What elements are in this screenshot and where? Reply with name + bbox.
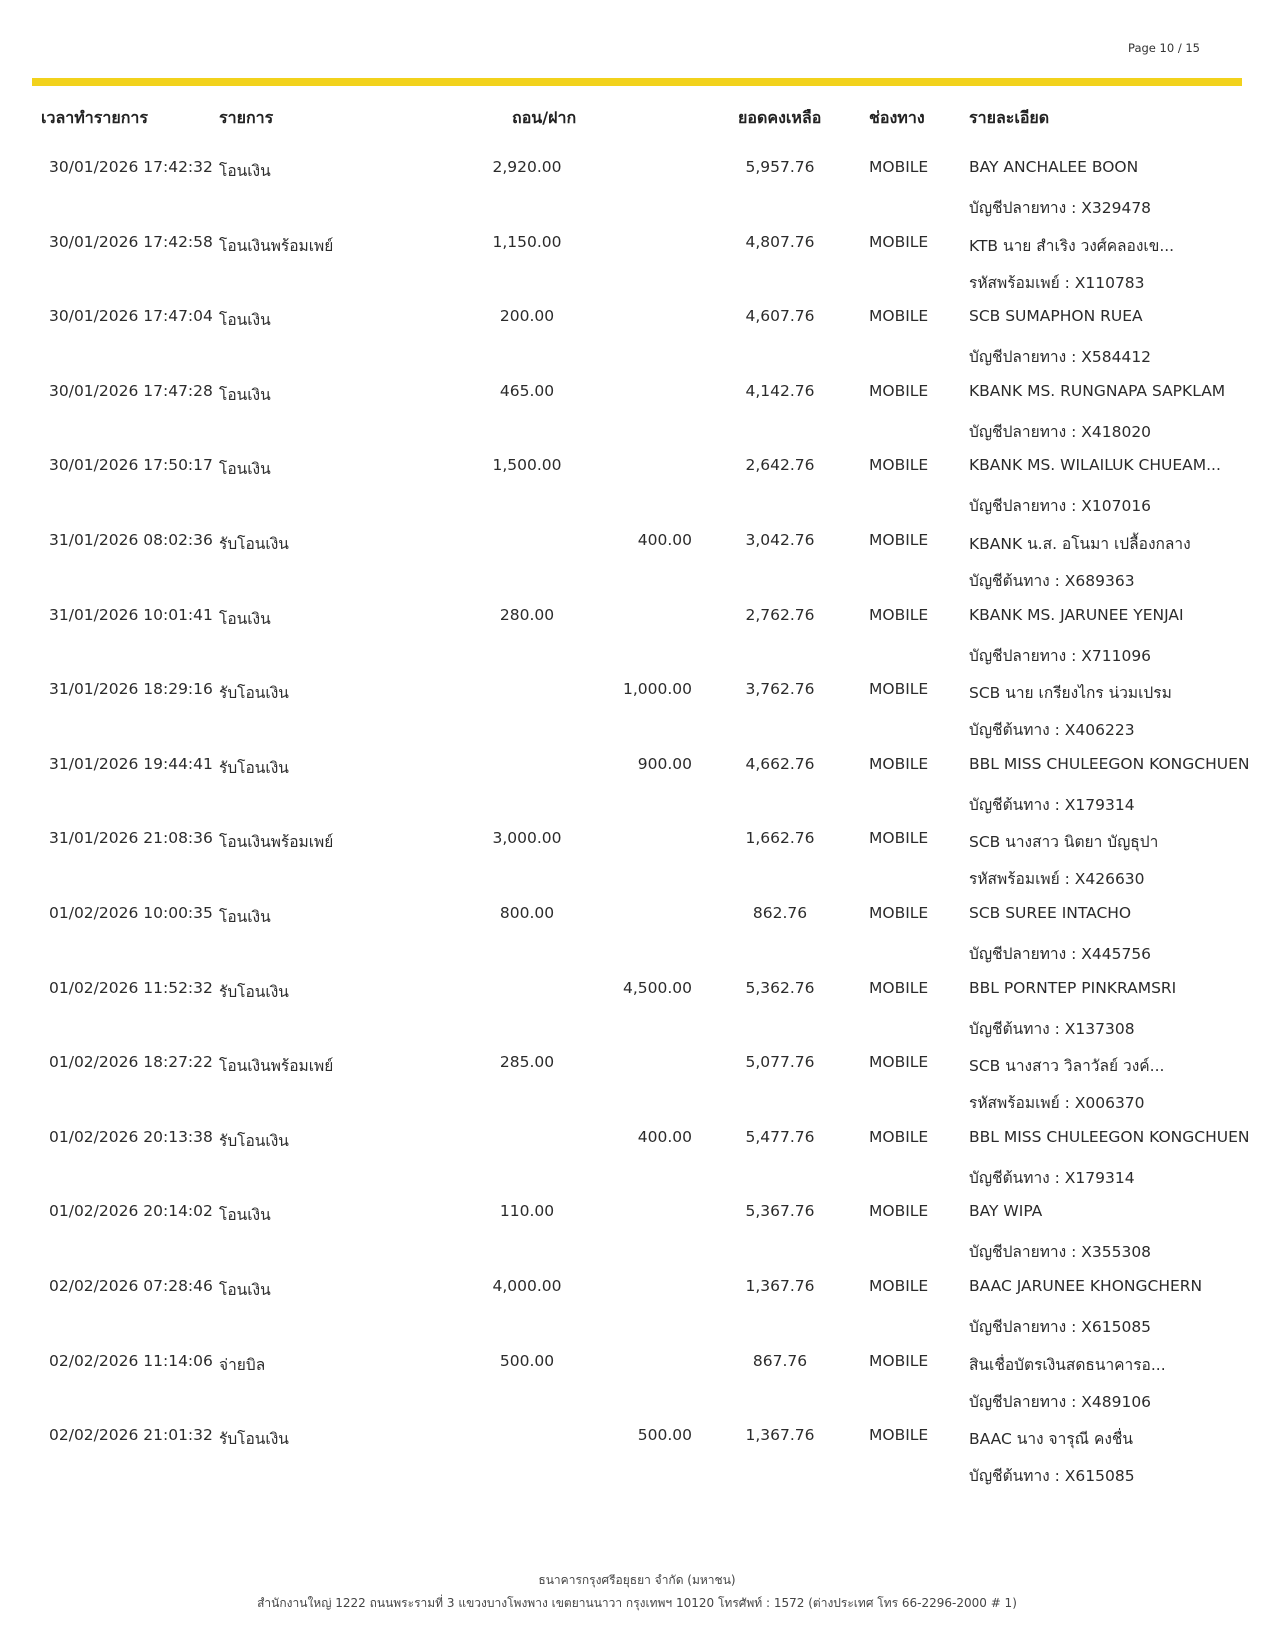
cell-channel: MOBILE [869,978,929,997]
cell-time: 02/02/2026 21:01:32 [49,1426,213,1445]
cell-time: 30/01/2026 17:47:04 [49,307,213,326]
cell-account-ref: บัญชีต้นทาง : X689363 [969,571,1135,590]
transaction-sub-line [0,195,1274,217]
transaction-sub-line [0,792,1274,814]
cell-account-ref: บัญชีต้นทาง : X179314 [969,795,1135,814]
transaction-sub-line [0,1239,1274,1261]
transaction-sub-line [0,419,1274,441]
cell-account-ref: บัญชีปลายทาง : X445756 [969,944,1152,963]
transaction-main-line [0,382,1274,404]
transaction-sub-line [0,493,1274,515]
cell-channel: MOBILE [869,680,929,699]
cell-item: รับโอนเงิน [219,1430,289,1449]
cell-detail: SCB นาย เกรียงไกร น่วมเปรม [969,684,1172,703]
cell-item: โอนเงินพร้อมเพย์ [219,833,334,852]
cell-item: โอนเงิน [219,907,271,926]
transaction-main-line [0,1128,1274,1150]
cell-channel: MOBILE [869,903,929,922]
transaction-list [0,150,1274,1493]
cell-detail: BAY WIPA [969,1202,1043,1221]
cell-balance: 5,477.76 [745,1127,815,1146]
cell-channel: MOBILE [869,1276,929,1295]
page-number: Page 10 / 15 [1128,41,1200,55]
cell-detail: BAY ANCHALEE BOON [969,158,1139,176]
table-row [0,225,1274,300]
cell-channel: MOBILE [869,829,929,848]
cell-deposit: 1,000.00 [622,680,692,699]
transaction-sub-line [0,643,1274,665]
cell-channel: MOBILE [869,1202,929,1221]
cell-item: รับโอนเงิน [219,982,289,1001]
cell-balance: 3,042.76 [745,530,815,549]
cell-detail: BAAC JARUNEE KHONGCHERN [969,1276,1203,1295]
cell-detail: BAAC นาง จารุณี คงชื่น [969,1430,1134,1449]
cell-balance: 4,607.76 [745,307,815,326]
cell-item: รับโอนเงิน [219,1131,289,1150]
table-row [0,1194,1274,1269]
table-row [0,448,1274,523]
cell-time: 30/01/2026 17:50:17 [49,456,213,475]
footer-address: สำนักงานใหญ่ 1222 ถนนพระรามที่ 3 แขวงบางโพงพาง เขตยานนาวา กรุงเทพฯ 10120 โทรศัพท์ : 1572 (ต่างประเทศ โทร 66-2296-2000 # 1) [257,1596,1017,1610]
transaction-main-line [0,1352,1274,1374]
transaction-main-line [0,1053,1274,1075]
table-row [0,896,1274,971]
table-row [0,1120,1274,1195]
cell-channel: MOBILE [869,232,929,251]
cell-item: โอนเงิน [219,609,271,628]
cell-detail: KBANK MS. JARUNEE YENJAI [969,605,1184,624]
cell-detail: KBANK MS. WILAILUK CHUEAM... [969,456,1221,475]
cell-channel: MOBILE [869,605,929,624]
transaction-main-line [0,233,1274,255]
cell-balance: 1,662.76 [745,829,815,848]
cell-balance: 4,807.76 [745,232,815,251]
cell-account-ref: บัญชีปลายทาง : X418020 [969,422,1152,441]
footer-bank-name: ธนาคารกรุงศรีอยุธยา จำกัด (มหาชน) [538,1573,736,1587]
header-channel: ช่องทาง [869,108,925,127]
cell-time: 30/01/2026 17:47:28 [49,381,213,400]
cell-account-ref: รหัสพร้อมเพย์ : X426630 [969,870,1145,889]
cell-time: 01/02/2026 11:52:32 [49,978,213,997]
transaction-sub-line [0,1090,1274,1112]
cell-deposit: 500.00 [637,1426,692,1445]
cell-time: 31/01/2026 18:29:16 [49,680,213,699]
transaction-sub-line [0,568,1274,590]
cell-account-ref: บัญชีต้นทาง : X137308 [969,1019,1135,1038]
header-detail: รายละเอียด [969,108,1050,127]
cell-deposit: 4,500.00 [622,978,692,997]
table-header [0,106,1274,136]
cell-channel: MOBILE [869,530,929,549]
transaction-sub-line [0,941,1274,963]
transaction-main-line [0,979,1274,1001]
cell-item: รับโอนเงิน [219,684,289,703]
transaction-sub-line [0,1314,1274,1336]
transaction-main-line [0,307,1274,329]
cell-balance: 5,077.76 [745,1053,815,1072]
cell-item: จ่ายบิล [219,1355,266,1374]
transaction-sub-line [0,866,1274,888]
cell-account-ref: บัญชีปลายทาง : X489106 [969,1392,1152,1411]
transaction-main-line [0,158,1274,180]
cell-channel: MOBILE [869,381,929,400]
cell-item: โอนเงิน [219,1280,271,1299]
table-row [0,1418,1274,1493]
cell-time: 01/02/2026 10:00:35 [49,903,213,922]
transaction-main-line [0,1202,1274,1224]
table-row [0,747,1274,822]
cell-time: 01/02/2026 20:13:38 [49,1127,213,1146]
table-row [0,821,1274,896]
cell-time: 01/02/2026 18:27:22 [49,1053,213,1072]
cell-item: โอนเงิน [219,311,271,330]
cell-balance: 1,367.76 [745,1426,815,1445]
cell-time: 02/02/2026 07:28:46 [49,1276,213,1295]
cell-item: รับโอนเงิน [219,534,289,553]
cell-balance: 2,642.76 [745,456,815,475]
transaction-sub-line [0,1463,1274,1485]
table-row [0,971,1274,1046]
cell-item: โอนเงินพร้อมเพย์ [219,236,334,255]
cell-balance: 5,362.76 [745,978,815,997]
cell-deposit: 400.00 [637,1127,692,1146]
cell-detail: KBANK น.ส. อโนมา เปลื้องกลาง [969,534,1191,553]
cell-account-ref: บัญชีต้นทาง : X615085 [969,1467,1135,1486]
cell-time: 30/01/2026 17:42:32 [49,158,213,176]
cell-item: โอนเงิน [219,460,271,479]
cell-account-ref: บัญชีต้นทาง : X406223 [969,721,1135,740]
transaction-main-line [0,680,1274,702]
cell-balance: 4,662.76 [745,754,815,773]
transaction-main-line [0,1277,1274,1299]
cell-time: 31/01/2026 21:08:36 [49,829,213,848]
cell-time: 02/02/2026 11:14:06 [49,1351,213,1370]
cell-account-ref: รหัสพร้อมเพย์ : X006370 [969,1094,1145,1113]
cell-account-ref: บัญชีปลายทาง : X615085 [969,1317,1152,1336]
cell-channel: MOBILE [869,1351,929,1370]
header-time: เวลาทำรายการ [41,108,148,127]
cell-channel: MOBILE [869,307,929,326]
cell-channel: MOBILE [869,158,929,176]
cell-balance: 4,142.76 [745,381,815,400]
cell-item: โอนเงิน [219,385,271,404]
cell-account-ref: บัญชีปลายทาง : X584412 [969,348,1152,367]
cell-withdraw: 1,150.00 [492,232,562,251]
cell-detail: สินเชื่อบัตรเงินสดธนาคารอ... [969,1355,1166,1374]
transaction-sub-line [0,1389,1274,1411]
cell-channel: MOBILE [869,456,929,475]
cell-detail: SCB นางสาว วิลาวัลย์ วงค์... [969,1057,1165,1076]
cell-detail: BBL MISS CHULEEGON KONGCHUEN [969,754,1250,773]
cell-time: 01/02/2026 20:14:02 [49,1202,213,1221]
cell-withdraw: 4,000.00 [492,1276,562,1295]
transaction-main-line [0,755,1274,777]
cell-item: โอนเงิน [219,1206,271,1225]
transaction-sub-line [0,1016,1274,1038]
header-amount: ถอน/ฝาก [512,108,577,127]
cell-withdraw: 285.00 [499,1053,555,1072]
table-row [0,150,1274,225]
cell-channel: MOBILE [869,1053,929,1072]
cell-withdraw: 280.00 [499,605,555,624]
cell-withdraw: 1,500.00 [492,456,562,475]
cell-detail: SCB SUMAPHON RUEA [969,307,1143,326]
cell-detail: KTB นาย สำเริง วงศ์คลองเข... [969,236,1175,255]
cell-account-ref: บัญชีปลายทาง : X107016 [969,497,1152,516]
cell-channel: MOBILE [869,1426,929,1445]
cell-deposit: 400.00 [637,530,692,549]
cell-time: 31/01/2026 08:02:36 [49,530,213,549]
cell-detail: KBANK MS. RUNGNAPA SAPKLAM [969,381,1226,400]
table-row [0,1045,1274,1120]
cell-withdraw: 465.00 [499,381,555,400]
transaction-sub-line [0,1165,1274,1187]
table-row [0,523,1274,598]
cell-balance: 3,762.76 [745,680,815,699]
table-row [0,1269,1274,1344]
cell-detail: SCB นางสาว นิตยา บัญธุปา [969,833,1159,852]
header-item: รายการ [219,108,274,127]
cell-withdraw: 3,000.00 [492,829,562,848]
cell-deposit: 900.00 [637,754,692,773]
transaction-main-line [0,1426,1274,1448]
cell-detail: SCB SUREE INTACHO [969,903,1132,922]
table-row [0,672,1274,747]
cell-item: โอนเงินพร้อมเพย์ [219,1057,334,1076]
transaction-sub-line [0,717,1274,739]
cell-account-ref: บัญชีปลายทาง : X329478 [969,199,1152,217]
transaction-main-line [0,531,1274,553]
table-row [0,1344,1274,1419]
cell-balance: 2,762.76 [745,605,815,624]
cell-account-ref: บัญชีปลายทาง : X355308 [969,1243,1152,1262]
table-row [0,598,1274,673]
transaction-main-line [0,456,1274,478]
transaction-main-line [0,829,1274,851]
cell-channel: MOBILE [869,754,929,773]
cell-withdraw: 2,920.00 [492,158,562,176]
cell-withdraw: 800.00 [499,903,555,922]
cell-detail: BBL PORNTEP PINKRAMSRI [969,978,1177,997]
cell-time: 31/01/2026 10:01:41 [49,605,213,624]
transaction-sub-line [0,270,1274,292]
cell-time: 31/01/2026 19:44:41 [49,754,213,773]
cell-balance: 1,367.76 [745,1276,815,1295]
cell-time: 30/01/2026 17:42:58 [49,232,213,251]
cell-account-ref: บัญชีปลายทาง : X711096 [969,646,1152,665]
transaction-main-line [0,606,1274,628]
table-row [0,374,1274,449]
transaction-sub-line [0,344,1274,366]
table-row [0,299,1274,374]
cell-withdraw: 110.00 [499,1202,555,1221]
cell-account-ref: บัญชีต้นทาง : X179314 [969,1168,1135,1187]
cell-detail: BBL MISS CHULEEGON KONGCHUEN [969,1127,1250,1146]
cell-withdraw: 200.00 [499,307,555,326]
cell-balance: 5,957.76 [745,158,815,176]
cell-item: โอนเงิน [219,162,271,180]
header-balance: ยอดคงเหลือ [738,108,822,127]
header-accent-bar [32,78,1242,86]
cell-balance: 862.76 [752,903,808,922]
transaction-main-line [0,904,1274,926]
cell-balance: 867.76 [752,1351,808,1370]
cell-account-ref: รหัสพร้อมเพย์ : X110783 [969,273,1145,292]
cell-item: รับโอนเงิน [219,758,289,777]
cell-balance: 5,367.76 [745,1202,815,1221]
cell-withdraw: 500.00 [499,1351,555,1370]
cell-channel: MOBILE [869,1127,929,1146]
